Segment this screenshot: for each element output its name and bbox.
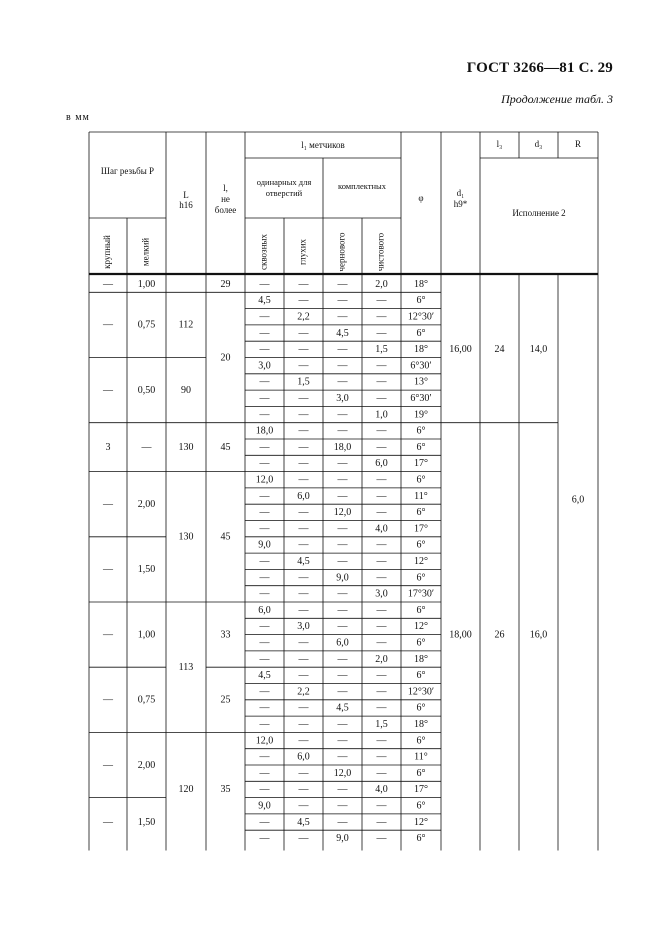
cell-blind: — — [298, 604, 309, 616]
cell-blind: — — [298, 702, 309, 714]
cell-phi: 6° — [416, 441, 426, 453]
cell-through: — — [259, 441, 270, 453]
cell-blind: 6,0 — [297, 751, 310, 763]
cell-pitch-fine: 0,75 — [137, 319, 156, 331]
cell-d1: 18,00 — [449, 629, 472, 641]
cell-through: — — [259, 393, 270, 405]
cell-finish: 4,0 — [375, 523, 388, 535]
cell-blind: — — [298, 507, 309, 519]
cell-through: — — [259, 507, 270, 519]
cell-phi: 19° — [414, 409, 428, 421]
cell-rough: 12,0 — [333, 507, 352, 519]
cell-finish: — — [376, 833, 387, 845]
cell-finish: — — [376, 311, 387, 323]
cell-phi: 6° — [416, 604, 426, 616]
cell-L: 112 — [178, 319, 194, 331]
cell-blind: 4,5 — [297, 556, 310, 568]
cell-L: 130 — [178, 441, 194, 453]
cell-through: 3,0 — [258, 360, 271, 372]
header-through: сквозных — [258, 234, 269, 270]
cell-finish: — — [376, 800, 387, 812]
header-l: l, — [223, 183, 228, 194]
header-l-ne: не — [221, 194, 230, 205]
cell-rough: — — [337, 539, 348, 551]
cell-finish: 3,0 — [375, 588, 388, 600]
cell-phi: 6° — [416, 425, 426, 437]
cell-blind: — — [298, 653, 309, 665]
cell-finish: 4,0 — [375, 784, 388, 796]
cell-finish: 1,5 — [375, 344, 388, 356]
cell-blind: — — [298, 425, 309, 437]
header-d3: d₃ — [534, 139, 543, 150]
header-rough: чернового — [336, 232, 347, 272]
cell-through: — — [259, 523, 270, 535]
cell-l: 45 — [220, 441, 231, 453]
cell-through: — — [259, 588, 270, 600]
cell-rough: — — [337, 360, 348, 372]
cell-blind: — — [298, 833, 309, 845]
cell-through: — — [259, 702, 270, 714]
cell-through: — — [259, 572, 270, 584]
cell-l: 35 — [220, 784, 231, 796]
cell-through: — — [259, 637, 270, 649]
header-d1-tolerance: h9* — [453, 199, 468, 210]
cell-finish: — — [376, 441, 387, 453]
cell-rough: 4,5 — [336, 327, 349, 339]
cell-phi: 6°30′ — [410, 360, 432, 372]
cell-finish: — — [376, 686, 387, 698]
cell-phi: 12° — [414, 621, 428, 633]
cell-rough: — — [337, 278, 348, 290]
cell-through: — — [259, 833, 270, 845]
cell-rough: — — [337, 295, 348, 307]
cell-pitch-coarse: — — [103, 498, 113, 510]
header-thread-pitch: Шаг резьбы P — [100, 166, 155, 177]
cell-rough: — — [337, 604, 348, 616]
cell-rough: 3,0 — [336, 393, 349, 405]
cell-l3: 24 — [494, 344, 505, 356]
cell-finish: 1,0 — [375, 409, 388, 421]
cell-through: 4,5 — [258, 295, 271, 307]
cell-blind: — — [298, 637, 309, 649]
cell-blind: 3,0 — [297, 621, 310, 633]
cell-pitch-coarse: — — [103, 629, 113, 641]
cell-through: — — [259, 344, 270, 356]
cell-blind: 6,0 — [297, 490, 310, 502]
cell-phi: 6° — [416, 637, 426, 649]
cell-blind: — — [298, 523, 309, 535]
cell-phi: 17°30′ — [407, 588, 435, 600]
cell-rough: — — [337, 735, 348, 747]
cell-d3: 14,0 — [529, 344, 548, 356]
cell-phi: 12°30′ — [407, 686, 435, 698]
cell-blind: — — [298, 670, 309, 682]
document-code: ГОСТ 3266—81 С. 29 — [466, 60, 613, 76]
cell-phi: 12°30′ — [407, 311, 435, 323]
cell-phi: 11° — [414, 751, 428, 763]
cell-blind: — — [298, 539, 309, 551]
cell-phi: 18° — [414, 344, 428, 356]
cell-through: — — [259, 490, 270, 502]
cell-finish: — — [376, 604, 387, 616]
cell-phi: 6° — [416, 702, 426, 714]
cell-pitch-fine: 1,00 — [137, 278, 156, 290]
cell-rough: — — [337, 490, 348, 502]
cell-rough: 12,0 — [333, 767, 352, 779]
cell-finish: — — [376, 556, 387, 568]
cell-rough: — — [337, 670, 348, 682]
cell-through: — — [259, 376, 270, 388]
cell-phi: 18° — [414, 719, 428, 731]
cell-rough: — — [337, 719, 348, 731]
cell-rough: — — [337, 686, 348, 698]
header-l1-group: l₁ метчиков — [301, 140, 345, 151]
cell-finish: 6,0 — [375, 458, 388, 470]
cell-finish: 2,0 — [375, 653, 388, 665]
cell-through: — — [259, 278, 270, 290]
cell-rough: 9,0 — [336, 833, 349, 845]
cell-rough: 6,0 — [336, 637, 349, 649]
cell-through: 12,0 — [255, 474, 274, 486]
cell-L: 130 — [178, 531, 194, 543]
cell-through: 4,5 — [258, 670, 271, 682]
cell-blind: — — [298, 719, 309, 731]
cell-through: — — [259, 653, 270, 665]
cell-pitch-coarse: — — [103, 564, 113, 576]
cell-finish: — — [376, 621, 387, 633]
header-R: R — [574, 139, 582, 150]
cell-rough: 18,0 — [333, 441, 352, 453]
cell-blind: — — [298, 409, 309, 421]
cell-phi: 17° — [414, 458, 428, 470]
cell-pitch-coarse: — — [103, 694, 113, 706]
cell-blind: — — [298, 327, 309, 339]
cell-phi: 6° — [416, 295, 426, 307]
units-label: в мм — [66, 112, 90, 123]
cell-through: — — [259, 719, 270, 731]
cell-finish: — — [376, 393, 387, 405]
cell-pitch-coarse: — — [103, 816, 113, 828]
cell-finish: — — [376, 295, 387, 307]
header-complete: комплектных — [338, 180, 386, 191]
cell-rough: — — [337, 800, 348, 812]
cell-pitch-coarse: — — [103, 278, 113, 290]
cell-finish: — — [376, 360, 387, 372]
cell-finish: — — [376, 767, 387, 779]
cell-pitch-coarse: 3 — [105, 441, 111, 453]
cell-blind: — — [298, 767, 309, 779]
cell-l: 25 — [220, 694, 231, 706]
cell-phi: 6° — [416, 572, 426, 584]
cell-l: 33 — [220, 629, 231, 641]
header-d1: d₁ — [456, 188, 465, 199]
cell-phi: 13° — [414, 376, 428, 388]
cell-l3: 26 — [494, 629, 505, 641]
cell-through: — — [259, 621, 270, 633]
cell-blind: — — [298, 278, 309, 290]
cell-pitch-coarse: — — [103, 759, 113, 771]
cell-finish: — — [376, 735, 387, 747]
cell-blind: — — [298, 344, 309, 356]
cell-finish: — — [376, 327, 387, 339]
cell-l: 20 — [220, 352, 231, 364]
header-execution: Исполнение 2 — [512, 208, 566, 219]
cell-rough: — — [337, 751, 348, 763]
cell-phi: 6°30′ — [410, 393, 432, 405]
cell-rough: — — [337, 311, 348, 323]
cell-blind: — — [298, 800, 309, 812]
cell-blind: — — [298, 735, 309, 747]
cell-pitch-coarse: — — [103, 319, 113, 331]
header-l3: l₃ — [496, 139, 503, 150]
cell-pitch-fine: 0,50 — [137, 384, 156, 396]
cell-rough: — — [337, 784, 348, 796]
cell-pitch-fine: — — [141, 441, 152, 453]
cell-rough: 9,0 — [336, 572, 349, 584]
cell-through: 9,0 — [258, 539, 271, 551]
cell-finish: — — [376, 816, 387, 828]
cell-rough: — — [337, 425, 348, 437]
cell-pitch-fine: 2,00 — [137, 759, 156, 771]
cell-phi: 12° — [414, 556, 428, 568]
cell-phi: 6° — [416, 670, 426, 682]
header-finish: чистового — [375, 232, 386, 272]
cell-through: — — [259, 784, 270, 796]
cell-rough: — — [337, 556, 348, 568]
table-continuation-label: Продолжение табл. 3 — [501, 92, 613, 106]
cell-phi: 12° — [414, 816, 428, 828]
cell-through: — — [259, 409, 270, 421]
cell-phi: 17° — [414, 784, 428, 796]
cell-phi: 17° — [414, 523, 428, 535]
cell-through: 18,0 — [255, 425, 274, 437]
cell-through: — — [259, 311, 270, 323]
cell-phi: 6° — [416, 767, 426, 779]
cell-blind: 4,5 — [297, 816, 310, 828]
cell-finish: — — [376, 474, 387, 486]
cell-blind: — — [298, 784, 309, 796]
cell-finish: — — [376, 670, 387, 682]
cell-through: — — [259, 767, 270, 779]
cell-rough: 4,5 — [336, 702, 349, 714]
cell-finish: 2,0 — [375, 278, 388, 290]
cell-rough: — — [337, 523, 348, 535]
cell-blind: — — [298, 458, 309, 470]
cell-d3: 16,0 — [529, 629, 548, 641]
cell-through: 9,0 — [258, 800, 271, 812]
cell-pitch-fine: 1,50 — [137, 816, 156, 828]
cell-through: 6,0 — [258, 604, 271, 616]
cell-L: 120 — [178, 784, 194, 796]
header-single-2: отверстий — [265, 187, 303, 198]
cell-pitch-fine: 1,50 — [137, 564, 156, 576]
cell-L: 113 — [178, 661, 194, 673]
cell-blind: — — [298, 393, 309, 405]
cell-through: 12,0 — [255, 735, 274, 747]
cell-pitch-fine: 2,00 — [137, 498, 156, 510]
cell-blind: 2,2 — [297, 311, 310, 323]
cell-blind: 1,5 — [297, 376, 310, 388]
cell-phi: 6° — [416, 800, 426, 812]
cell-l: 45 — [220, 531, 231, 543]
cell-phi: 11° — [414, 490, 428, 502]
cell-blind: 2,2 — [297, 686, 310, 698]
header-L-tolerance: h16 — [179, 200, 193, 211]
header-l-bolee: более — [214, 205, 237, 216]
cell-blind: — — [298, 295, 309, 307]
cell-phi: 6° — [416, 539, 426, 551]
cell-phi: 6° — [416, 507, 426, 519]
cell-phi: 18° — [414, 278, 428, 290]
cell-d1: 16,00 — [449, 344, 472, 356]
cell-finish: — — [376, 490, 387, 502]
cell-l: 29 — [220, 278, 231, 290]
cell-finish: — — [376, 507, 387, 519]
cell-finish: — — [376, 751, 387, 763]
cell-pitch-fine: 0,75 — [137, 694, 156, 706]
cell-blind: — — [298, 588, 309, 600]
cell-rough: — — [337, 409, 348, 421]
cell-finish: — — [376, 425, 387, 437]
cell-phi: 6° — [416, 833, 426, 845]
cell-blind: — — [298, 441, 309, 453]
cell-rough: — — [337, 474, 348, 486]
cell-rough: — — [337, 376, 348, 388]
cell-rough: — — [337, 621, 348, 633]
cell-through: — — [259, 686, 270, 698]
header-coarse: крупный — [102, 235, 113, 269]
cell-blind: — — [298, 360, 309, 372]
cell-through: — — [259, 458, 270, 470]
cell-finish: — — [376, 637, 387, 649]
cell-L: 90 — [181, 384, 191, 396]
cell-phi: 6° — [416, 735, 426, 747]
cell-rough: — — [337, 344, 348, 356]
header-L: L — [183, 190, 189, 201]
header-fine: мелкий — [140, 237, 151, 267]
cell-through: — — [259, 327, 270, 339]
cell-finish: — — [376, 376, 387, 388]
cell-pitch-coarse: — — [103, 384, 113, 396]
cell-finish: — — [376, 702, 387, 714]
cell-pitch-fine: 1,00 — [137, 629, 156, 641]
header-single-1: одинарных для — [256, 176, 312, 187]
cell-rough: — — [337, 588, 348, 600]
cell-through: — — [259, 751, 270, 763]
cell-phi: 6° — [416, 327, 426, 339]
cell-blind: — — [298, 572, 309, 584]
cell-R: 6,0 — [571, 494, 585, 506]
cell-rough: — — [337, 653, 348, 665]
cell-finish: — — [376, 539, 387, 551]
cell-finish: 1,5 — [375, 719, 388, 731]
header-blind: глухих — [297, 238, 308, 266]
cell-phi: 18° — [414, 653, 428, 665]
header-phi: φ — [418, 193, 424, 204]
cell-blind: — — [298, 474, 309, 486]
cell-rough: — — [337, 816, 348, 828]
cell-through: — — [259, 816, 270, 828]
cell-finish: — — [376, 572, 387, 584]
cell-through: — — [259, 556, 270, 568]
cell-rough: — — [337, 458, 348, 470]
cell-phi: 6° — [416, 474, 426, 486]
